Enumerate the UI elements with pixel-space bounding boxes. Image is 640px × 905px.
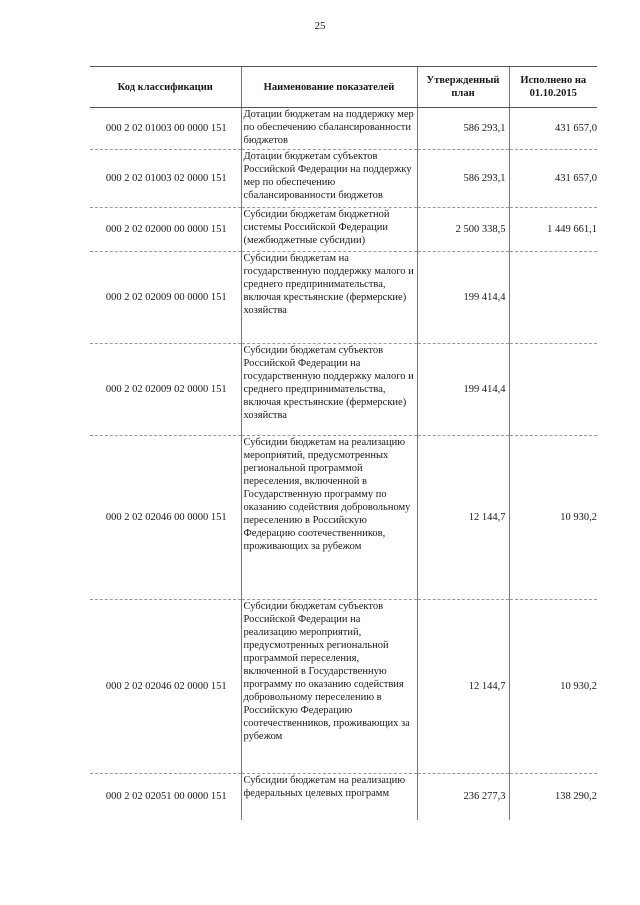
header-name: Наименование показателей xyxy=(241,67,417,108)
row-plan: 236 277,3 xyxy=(417,774,509,820)
row-name: Дотации бюджетам на поддержку мер по обеспечению сбалансированности бюджетов xyxy=(241,108,417,150)
row-name: Субсидии бюджетам на государственную поддержку малого и среднего предпринимательства, включая крестьянские (фермерские) хозяйства xyxy=(241,252,417,344)
table-header-row xyxy=(90,67,597,108)
row-plan: 12 144,7 xyxy=(417,600,509,774)
table-row xyxy=(90,600,597,774)
table-row xyxy=(90,150,597,208)
table-row xyxy=(90,436,597,600)
row-name: Субсидии бюджетам на реализацию федеральных целевых программ xyxy=(241,774,417,820)
row-plan: 586 293,1 xyxy=(417,150,509,208)
row-plan: 586 293,1 xyxy=(417,108,509,150)
header-done: Исполнено на 01.10.2015 xyxy=(509,67,597,108)
row-name: Субсидии бюджетам субъектов Российской Федерации на реализацию мероприятий, предусмотренных региональной программой переселения, включенной в Государственную программу по оказанию содействия добровольному переселению в Российскую Федерацию соотечественников, проживающих за рубежом xyxy=(241,600,417,774)
row-code: 000 2 02 02046 02 0000 151 xyxy=(90,600,241,774)
row-done: 138 290,2 xyxy=(509,774,597,820)
table-row xyxy=(90,344,597,436)
row-code: 000 2 02 02046 00 0000 151 xyxy=(90,436,241,600)
row-name: Субсидии бюджетам бюджетной системы Российской Федерации (межбюджетные субсидии) xyxy=(241,208,417,252)
row-done: 431 657,0 xyxy=(509,150,597,208)
row-done: 431 657,0 xyxy=(509,108,597,150)
row-plan: 12 144,7 xyxy=(417,436,509,600)
row-done: 10 930,2 xyxy=(509,600,597,774)
header-plan: Утвержденный план xyxy=(417,67,509,108)
row-plan: 199 414,4 xyxy=(417,344,509,436)
row-code: 000 2 02 01003 00 0000 151 xyxy=(90,108,241,150)
row-done: 10 930,2 xyxy=(509,436,597,600)
row-code: 000 2 02 02009 00 0000 151 xyxy=(90,252,241,344)
row-code: 000 2 02 02051 00 0000 151 xyxy=(105,791,227,803)
row-done xyxy=(509,252,597,344)
row-code: 000 2 02 02009 02 0000 151 xyxy=(90,344,241,436)
table-row xyxy=(90,108,597,150)
page-number: 25 xyxy=(314,20,326,32)
row-plan: 2 500 338,5 xyxy=(417,208,509,252)
table-row xyxy=(90,208,597,252)
row-code: 000 2 02 01003 02 0000 151 xyxy=(90,150,241,208)
row-done xyxy=(509,344,597,436)
row-name: Субсидии бюджетам субъектов Российской Федерации на государственную поддержку малого и среднего предпринимательства, включая крестьянские (фермерские) хозяйства xyxy=(241,344,417,436)
row-done: 1 449 661,1 xyxy=(509,208,597,252)
budget-table xyxy=(90,66,597,820)
table-row xyxy=(90,774,597,820)
table-row xyxy=(90,252,597,344)
row-plan: 199 414,4 xyxy=(417,252,509,344)
row-code: 000 2 02 02000 00 0000 151 xyxy=(90,208,241,252)
row-name: Субсидии бюджетам на реализацию мероприятий, предусмотренных региональной программой переселения, включенной в Государственную программу по оказанию содействия добровольному переселению в Российскую Федерацию соотечественников, проживающих за рубежом xyxy=(241,436,417,600)
row-name: Дотации бюджетам субъектов Российской Федерации на поддержку мер по обеспечению сбалансированности бюджетов xyxy=(241,150,417,208)
header-code: Код классификации xyxy=(90,67,241,108)
